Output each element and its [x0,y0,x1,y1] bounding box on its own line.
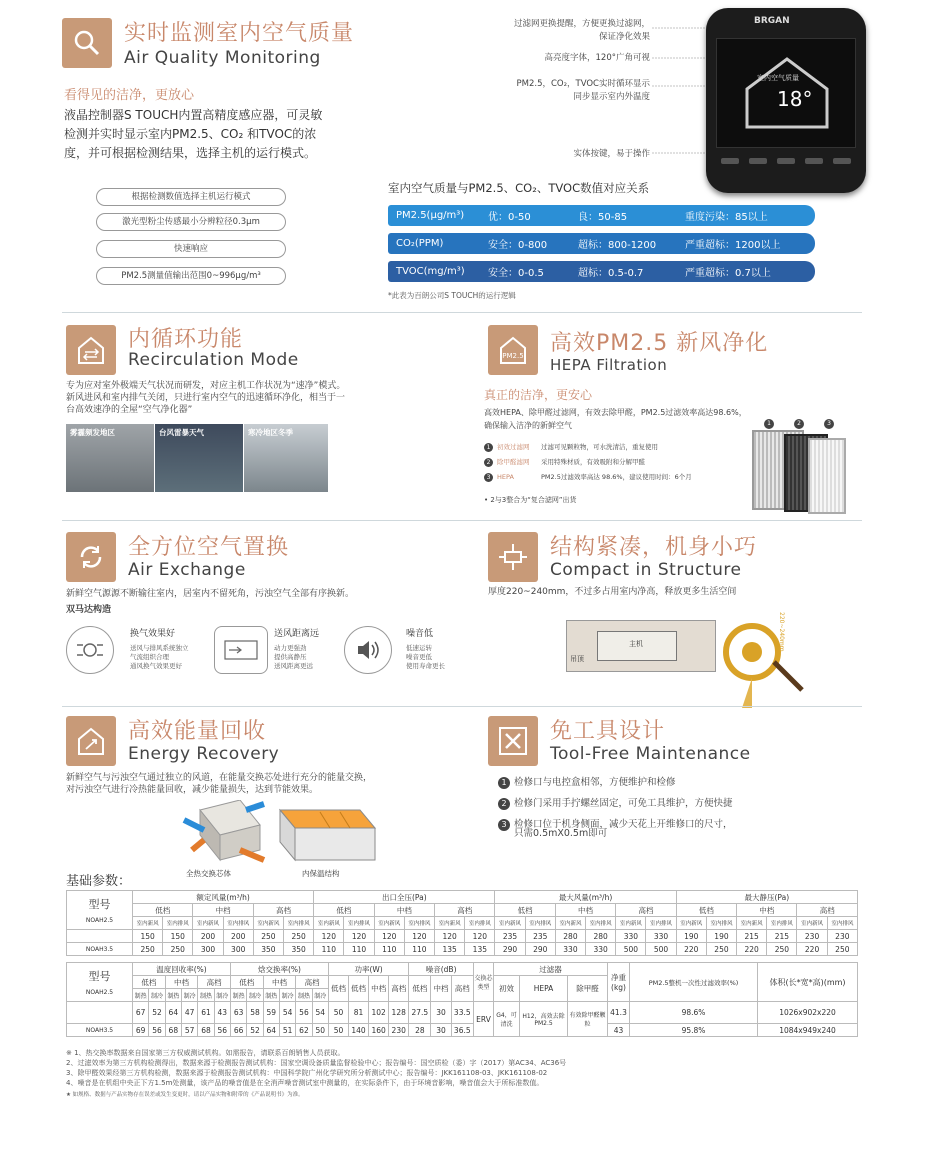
spec-sub-in: 室内新风 [314,917,344,930]
aq-row-c2: 超标：0.5-0.7 [578,268,644,279]
spec-filter-form: 除甲醛 [568,976,608,1002]
ex-feature-1-desc: 送风与排风系统独立 [130,644,189,652]
spec-level-low: 低档 [676,904,736,917]
spec-heat: 制热 [263,989,279,1002]
aq-subtitle: 看得见的洁净，更放心 [64,88,195,103]
spec-cell: 30 [431,1002,451,1024]
spec-core: ERV [474,1002,494,1037]
spec-level-mid: 中档 [165,976,198,989]
aq-desc-3: 度，并可根据检测结果，选择主机的运行模式。 [64,146,317,160]
spec-cell: 54 [279,1002,295,1024]
spec-cell: 47 [181,1002,197,1024]
spec-cell: 110 [314,943,344,956]
spec-cell: 150 [133,930,163,943]
spec-level-high: 高档 [253,904,313,917]
rc-desc-3: 台高效速净的全屋“空气净化器” [66,405,193,415]
spec-h-core: 交换芯类型 [474,963,494,1002]
spec-power-level: 低档 [328,976,348,1002]
spec-sub-in: 室内新风 [253,917,283,930]
spec-cell: 81 [349,1002,369,1024]
tf-item-3-cont: 只需0.5mX0.5m即可 [514,828,608,839]
aq-title-en: Air Quality Monitoring [124,48,321,68]
aq-callout-5: 同步显示室内外温度 [573,92,650,102]
er-caption-2: 内保温结构 [302,869,340,878]
spec-sub-out: 室内排风 [404,917,434,930]
aq-callout-6: 实体按键，易于操作 [573,149,650,159]
spec-h-noise: 噪音(dB) [409,963,474,976]
spec-level-low: 低档 [230,976,263,989]
tf-title-en: Tool-Free Maintenance [550,744,751,764]
spec-cell: 140 [349,1024,369,1037]
energy-house-icon [66,716,116,766]
spec-level-high: 高档 [296,976,329,989]
spec-sub-out: 室内排风 [706,917,736,930]
note-5: ★ 如规格、数据与产品实物存在误差或发生变更时，请以产品实物和附带的《产品说明书》为准。 [66,1092,304,1098]
spec-cell: 28 [409,1024,431,1037]
spec-cell: 120 [374,930,404,943]
magnifier-icon [62,18,112,68]
aq-row-c1: 安全：0-800 [488,240,548,251]
spec-cell: 120 [465,930,495,943]
spec-sub-in: 室内新风 [616,917,646,930]
controller-device [706,8,866,193]
spec-cell: 290 [495,943,525,956]
tf-item-2: 2 检修门采用手拧螺丝固定，可免工具维护，方便快捷 [498,793,733,814]
spec-pre-value: G4，可清洗 [494,1002,520,1037]
spec-cool: 制冷 [312,989,328,1002]
spec-power-level: 中档 [369,976,389,1002]
spec-cell: 61 [198,1002,214,1024]
spec-cell: 50 [328,1002,348,1024]
hepa-item-1: 1 初效过滤网 过滤可见颗粒物，可水洗清洁，重复使用 [484,440,754,455]
aq-desc-1: 液晶控制器S TOUCH内置高精度感应器，可灵敏 [64,108,323,122]
aq-row-name: CO₂(PPM) [396,238,444,249]
spec-cell: 102 [369,1002,389,1024]
cp-host-label: 主机 [629,640,643,648]
spec-cell: 220 [797,943,827,956]
spec-level-low: 低档 [133,976,166,989]
rc-desc-1: 专为应对室外极端天气状况而研发，对应主机工作状况为“速净”模式。 [66,381,346,391]
spec-eff-2: 95.8% [630,1024,758,1037]
spec-model-1-cell [67,1002,133,1024]
spec-filter-pre: 初效 [494,976,520,1002]
spec-cell: 110 [374,943,404,956]
spec-cell: 330 [646,930,676,943]
aq-row-c2: 超标：800-1200 [578,240,657,251]
aq-footnote: *此表为百朗公司S TOUCH的运行逻辑 [388,291,516,300]
aq-row-pm25 [388,205,815,226]
spec-cool: 制冷 [247,989,263,1002]
spec-level-high: 高档 [797,904,858,917]
spec-cell: 230 [389,1024,409,1037]
spec-cell: 120 [435,930,465,943]
hepa-title-zh: 高效PM2.5 新风净化 [550,331,769,356]
spec-cell: 66 [230,1024,246,1037]
compact-arrows-icon [488,532,538,582]
hepa-desc-2: 确保输入洁净的新鲜空气 [484,421,572,430]
note-3: 3、除甲醛效果经第三方机构检测，数据来源于检测报告测试机构：中国科学院广州化学研究所分析测试中心；报告编号：JKK161108-03、JKK161108-02 [66,1069,548,1077]
spec-level-mid: 中档 [737,904,797,917]
spec-cell: 300 [193,943,223,956]
tools-icon [488,716,538,766]
spec-cell: 215 [737,930,767,943]
spec-eff-1: 98.6% [630,1002,758,1024]
spec-cell: 50 [312,1024,328,1037]
aq-row-name: PM2.5(μg/m³) [396,210,465,221]
aq-callout-2: 保证净化效果 [598,32,650,42]
ex-feature-3-title: 噪音低 [406,629,434,639]
spec-cell: 30 [431,1024,451,1037]
spec-cell: 300 [223,943,253,956]
cp-title-en: Compact in Structure [550,560,742,580]
spec-h-eff: PM2.5整机一次性过滤效率(%) [630,963,758,1002]
spec-h-flow: 额定风量(m³/h) [133,891,314,904]
spec-cell: 110 [404,943,434,956]
aq-callout-3: 高亮度字体，120°广角可视 [544,53,650,63]
spec-cell: 330 [555,943,585,956]
aq-row-c2: 良：50-85 [578,212,628,223]
spec-cell: 68 [198,1024,214,1037]
device-screen-label: 室内空气质量 [757,74,799,82]
spec-model-2b: NOAH3.5 [67,1024,133,1037]
hepa-item-3: 3 HEPA PM2.5过滤效率高达 98.6%，建议使用时间：6个月 [484,470,754,485]
spec-title: 基础参数： [66,874,132,889]
photo-winter: 寒冷地区冬季 [244,424,328,492]
spec-cell: 250 [706,943,736,956]
recycle-arrows-icon [66,532,116,582]
tf-title-zh: 免工具设计 [550,719,666,744]
spec-cell: 150 [163,930,193,943]
speaker-icon [344,626,392,674]
ex-feature-2-desc: 送风距离更远 [274,662,313,670]
spec-cell: 250 [827,943,857,956]
spec-h-pres: 出口全压(Pa) [314,891,495,904]
ex-desc: 新鲜空气源源不断输往室内，居室内不留死角，污浊空气全部有序换新。 [66,589,355,599]
ex-feature-2-title: 送风距离远 [274,629,320,639]
spec-noise-level: 低档 [409,976,431,1002]
spec-cell: 63 [230,1002,246,1024]
spec-sub-in: 室内新风 [797,917,827,930]
note-2: 2、过滤效率为第三方机构检测得出，数据来源于检测报告测试机构：国家空调设备质量监督检验中心；报告编号：国空质检（委）字（2017）第AC34、AC36号 [66,1059,567,1067]
spec-level-high: 高档 [435,904,495,917]
note-1: ※ 1、热交换率数据来自国家第三方权威测试机构。如需报告，请联系百朗销售人员获取。 [66,1049,345,1057]
spec-cell: 56 [296,1002,312,1024]
duct-distance-icon [214,626,268,674]
spec-filter-hepa: HEPA [520,976,568,1002]
spec-vol-1: 1026x902x220 [758,1002,858,1024]
aq-title-zh: 实时监测室内空气质量 [124,21,355,46]
spec-weight-1: 41.3 [608,1002,630,1024]
photo-smog: 雾霾频发地区 [66,424,154,492]
spec-cell: 500 [646,943,676,956]
spec-cell: 200 [193,930,223,943]
hepa-desc-1: 高效HEPA、除甲醛过滤网，有效去除甲醛，PM2.5过滤效率高达98.6%， [484,408,747,417]
spec-form-value: 有效除甲醛颗粒 [568,1002,608,1037]
spec-cell: 230 [827,930,857,943]
spec-model-1-cell [67,930,133,943]
ex-title-en: Air Exchange [128,560,246,580]
aq-callout-4: PM2.5，CO₂，TVOC实时循环显示 [516,79,650,89]
spec-cell: 250 [133,943,163,956]
spec-h-vol: 体积(长*宽*高)(mm) [758,963,858,1002]
spec-cell: 62 [296,1024,312,1037]
device-buttons [716,158,856,170]
spec-cell: 500 [616,943,646,956]
spec-cell: 27.5 [409,1002,431,1024]
spec-cell: 190 [676,930,706,943]
spec-cell: 330 [616,930,646,943]
spec-cell: 120 [344,930,374,943]
spec-cell: 200 [223,930,253,943]
aq-row-c1: 安全：0-0.5 [488,268,544,279]
spec-level-low: 低档 [495,904,555,917]
heat-exchanger-core-image [180,800,270,865]
spec-cell: 69 [133,1024,149,1037]
spec-model-header-2: 型号 NOAH2.5 [67,963,133,1002]
spec-cell: 215 [767,930,797,943]
insulated-housing-image [270,800,380,866]
spec-heat: 制热 [198,989,214,1002]
aq-pill-3: 快速响应 [96,240,286,258]
spec-h-filter: 过滤器 [494,963,608,976]
ex-feature-2-desc: 提供高静压 [274,653,307,661]
divider [62,520,862,521]
spec-level-high: 高档 [616,904,676,917]
spec-sub-in: 室内新风 [676,917,706,930]
spec-sub-out: 室内排风 [827,917,857,930]
spec-h-enth: 焓交换率(%) [230,963,328,976]
hepa-subtitle: 真正的洁净，更安心 [484,388,593,402]
spec-cell: 235 [525,930,555,943]
spec-h-maxflow: 最大风量(m³/h) [495,891,676,904]
hepa-title-en: HEPA Filtration [550,356,668,374]
device-screen [716,38,856,148]
spec-cell: 235 [495,930,525,943]
spec-sub-out: 室内排风 [344,917,374,930]
spec-cell: 128 [389,1002,409,1024]
er-title-zh: 高效能量回收 [128,719,267,744]
spec-cell: 51 [279,1024,295,1037]
spec-level-high: 高档 [198,976,231,989]
spec-cell: 290 [525,943,555,956]
spec-cool: 制冷 [181,989,197,1002]
spec-cool: 制冷 [149,989,165,1002]
spec-cell: 120 [314,930,344,943]
spec-cell: 160 [369,1024,389,1037]
spec-cell: 56 [214,1024,230,1037]
spec-cell: 250 [163,943,193,956]
rc-title-zh: 内循环功能 [128,327,244,352]
spec-cell: 57 [181,1024,197,1037]
aq-row-name: TVOC(mg/m³) [396,266,465,277]
spec-cell: 350 [253,943,283,956]
spec-cool: 制冷 [214,989,230,1002]
pm25-house-icon [488,325,538,375]
spec-cell: 110 [344,943,374,956]
tf-item-3: 3 检修口位于机身侧面，减少天花上开维修口的尺寸， [498,814,733,835]
spec-level-mid: 中档 [555,904,615,917]
spec-sub-in: 室内新风 [374,917,404,930]
spec-cell: 58 [247,1002,263,1024]
aq-table-title: 室内空气质量与PM2.5、CO₂、TVOC数值对应关系 [388,181,650,195]
spec-cell: 52 [149,1002,165,1024]
spec-cell: 250 [284,930,314,943]
spec-noise-level: 高档 [451,976,473,1002]
photo-storm: 台风雷暴天气 [155,424,243,492]
spec-cool: 制冷 [279,989,295,1002]
spec-table-1 [66,890,858,956]
spec-cell: 59 [263,1002,279,1024]
er-desc-2: 对污浊空气进行冷热能量回收，减少能量损失，达到节能效果。 [66,785,319,795]
aq-row-c1: 优：0-50 [488,212,531,223]
aq-row-co2 [388,233,815,254]
spec-level-mid: 中档 [374,904,434,917]
spec-noise-level: 中档 [431,976,451,1002]
rc-title-en: Recirculation Mode [128,350,299,370]
spec-vol-2: 1084x949x240 [758,1024,858,1037]
spec-weight-2: 43 [608,1024,630,1037]
spec-cell: 220 [737,943,767,956]
er-desc-1: 新鲜空气与污浊空气通过独立的风道，在能量交换芯处进行充分的能量交换， [66,773,373,783]
spec-cell: 230 [797,930,827,943]
tf-item-1: 1 检修口与电控盒相邻，方便维护和检修 [498,772,733,793]
spec-hepa-value: H12，高效去除PM2.5 [520,1002,568,1037]
aq-row-c3: 重度污染：85以上 [685,212,768,223]
ex-feature-3-desc: 低速运转 [406,644,432,652]
ceiling-diagram [566,620,716,672]
spec-sub-out: 室内排风 [163,917,193,930]
aq-callout-1: 过滤网更换提醒，方便更换过滤网， [513,19,650,29]
spec-sub-out: 室内排风 [767,917,797,930]
aq-pill-4: PM2.5测量值输出范围0~996μg/m³ [96,267,286,285]
spec-cell: 68 [165,1024,181,1037]
fan-exchange-icon [66,626,114,674]
spec-cell: 220 [676,943,706,956]
aq-row-c3: 严重超标：0.7以上 [685,268,771,279]
note-4: 4、噪音是在机组中央正下方1.5m处测量，该产品的噪音值是在全消声噪音测试室中测量的，在实际条件下，由于环境音影响，噪音值会大于所标准数值。 [66,1079,544,1087]
cp-title-zh: 结构紧凑，机身小巧 [550,535,758,560]
spec-heat: 制热 [133,989,149,1002]
svg-text:PM2.5: PM2.5 [502,352,524,360]
filter-numbers: 1 2 3 [764,419,838,429]
er-title-en: Energy Recovery [128,744,280,764]
spec-cell: 135 [465,943,495,956]
divider [62,312,862,313]
device-temp: 18° [777,87,813,111]
hepa-item-2: 2 除甲醛滤网 采用特殊材质，有效吸附和分解甲醛 [484,455,754,470]
spec-cell: 56 [149,1024,165,1037]
spec-h-power: 功率(W) [328,963,408,976]
cp-desc: 厚度220~240mm，不过多占用室内净高，释放更多生活空间 [488,587,737,597]
spec-cell: 54 [312,1002,328,1024]
ex-feature-1-desc: 通风换气效果更好 [130,662,182,670]
spec-sub-out: 室内排风 [646,917,676,930]
spec-cell: 330 [586,943,616,956]
hepa-note: • 2与3整合为“复合滤网”出货 [484,496,577,504]
spec-cell: 250 [767,943,797,956]
spec-sub-out: 室内排风 [223,917,253,930]
recirculation-house-icon [66,325,116,375]
spec-cell: 250 [253,930,283,943]
spec-sub-out: 室内排风 [465,917,495,930]
aq-row-c3: 严重超标：1200以上 [685,240,781,251]
spec-cell: 33.5 [451,1002,473,1024]
ex-feature-1-title: 换气效果好 [130,629,176,639]
aq-desc-2: 检测并实时显示室内PM2.5、CO₂ 和TVOC的浓 [64,127,317,141]
aq-row-tvoc [388,261,815,282]
spec-cell: 52 [247,1024,263,1037]
spec-heat: 制热 [230,989,246,1002]
spec-cell: 67 [133,1002,149,1024]
aq-pill-1: 根据检测数值选择主机运行模式 [96,188,286,206]
rc-desc-2: 新风进风和室内排气关闭，只进行室内空气的迅速循环净化，相当于一 [66,393,346,403]
spec-cell: 280 [555,930,585,943]
cp-ceiling-label: 吊顶 [570,655,584,663]
spec-sub-out: 室内排风 [525,917,555,930]
spec-power-level: 高档 [389,976,409,1002]
spec-sub-out: 室内排风 [586,917,616,930]
spec-table-2 [66,962,858,1037]
ex-title-zh: 全方位空气置换 [128,535,290,560]
spec-cell: 190 [706,930,736,943]
ex-feature-3-desc: 使用寿命更长 [406,662,445,670]
spec-cell: 43 [214,1002,230,1024]
filter-image-3 [808,438,846,514]
ex-feature-2-desc: 动力更强劲 [274,644,307,652]
aq-pill-2: 激光型粉尘传感最小分辨粒径0.3μm [96,213,286,231]
spec-cell: 36.5 [451,1024,473,1037]
spec-sub-in: 室内新风 [133,917,163,930]
spec-level-mid: 中档 [193,904,253,917]
spec-h-weight: 净重(kg) [608,963,630,1002]
spec-h-static: 最大静压(Pa) [676,891,857,904]
spec-sub-out: 室内排风 [284,917,314,930]
cp-dim: 220~240mm [778,612,785,652]
spec-cell: 135 [435,943,465,956]
spec-h-temp: 温度回收率(%) [133,963,231,976]
tape-measure-icon [712,600,812,710]
er-caption-1: 全热交换芯体 [186,869,231,878]
spec-sub-in: 室内新风 [495,917,525,930]
spec-model-header: 型号 NOAH2.5 [67,891,133,930]
spec-cell: 64 [263,1024,279,1037]
ex-feature-1-desc: 气流组织合理 [130,653,169,661]
spec-sub-in: 室内新风 [737,917,767,930]
spec-cell: 50 [328,1024,348,1037]
spec-heat: 制热 [165,989,181,1002]
spec-cell: 64 [165,1002,181,1024]
spec-cell: 350 [284,943,314,956]
spec-model-2: NOAH3.5 [67,943,133,956]
spec-level-mid: 中档 [263,976,296,989]
ex-subtitle: 双马达构造 [66,605,112,615]
divider [62,706,862,707]
ex-feature-3-desc: 噪音更低 [406,653,432,661]
spec-heat: 制热 [296,989,312,1002]
spec-sub-in: 室内新风 [555,917,585,930]
spec-sub-in: 室内新风 [435,917,465,930]
spec-level-low: 低档 [133,904,193,917]
spec-power-level: 低档 [349,976,369,1002]
spec-cell: 120 [404,930,434,943]
device-brand: BRGAN [754,16,790,26]
spec-level-low: 低档 [314,904,374,917]
spec-sub-in: 室内新风 [193,917,223,930]
spec-cell: 280 [586,930,616,943]
